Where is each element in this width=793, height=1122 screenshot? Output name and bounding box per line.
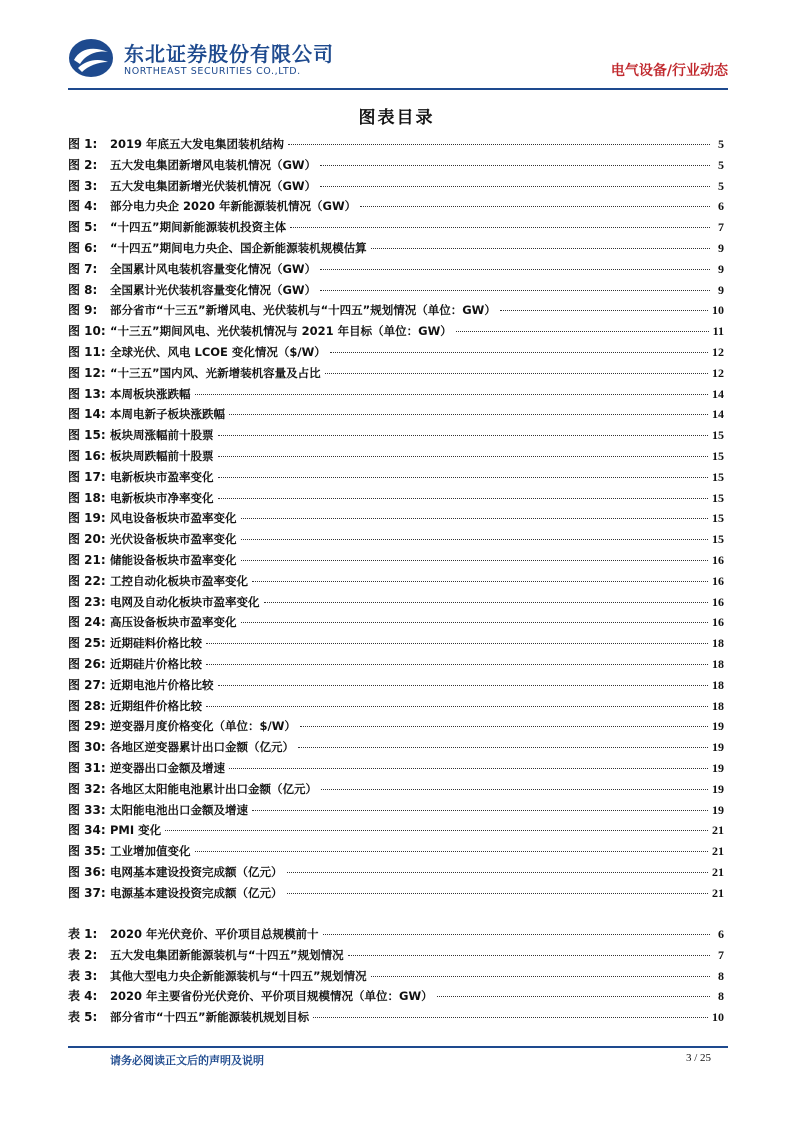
entry-title: 五大发电集团新能源装机与“十四五”规划情况: [110, 947, 344, 962]
dot-leader: [206, 706, 708, 707]
table-entry[interactable]: [68, 925, 724, 946]
figure-entry[interactable]: [68, 780, 724, 801]
entry-page-number: 21: [712, 864, 724, 879]
figure-entry[interactable]: [68, 468, 724, 489]
entry-number: 图 31:: [68, 760, 106, 775]
entry-page-number: 15: [712, 490, 724, 505]
entry-number: 图 3:: [68, 178, 98, 193]
dot-leader: [195, 851, 709, 852]
entry-title: 电新板块市净率变化: [110, 490, 214, 505]
figure-entry[interactable]: [68, 322, 724, 343]
report-type-label: 电气设备/行业动态: [610, 63, 728, 79]
entry-page-number: 12: [712, 344, 724, 359]
entry-number: 图 22:: [68, 573, 106, 588]
entry-page-number: 5: [718, 157, 724, 172]
dot-leader: [360, 206, 710, 207]
figure-entry[interactable]: [68, 863, 724, 884]
entry-title: 近期电池片价格比较: [110, 677, 214, 692]
dot-leader: [313, 1017, 708, 1018]
entry-number: 图 9:: [68, 303, 98, 318]
figure-entry[interactable]: [68, 177, 724, 198]
page-number: 3 / 25: [685, 1052, 711, 1064]
dot-leader: [437, 996, 710, 997]
entry-title: 各地区逆变器累计出口金额（亿元）: [110, 740, 294, 755]
entry-page-number: 6: [718, 927, 724, 941]
dot-leader: [300, 726, 708, 727]
entry-number: 图 20:: [68, 532, 106, 547]
table-list: [68, 925, 724, 1029]
figure-entry[interactable]: [68, 842, 724, 863]
entry-number: 图 23:: [68, 594, 106, 609]
entry-number: 图 19:: [68, 511, 106, 526]
entry-title: 本周板块涨跌幅: [110, 386, 191, 401]
dot-leader: [241, 518, 709, 519]
entry-page-number: 11: [712, 324, 724, 339]
entry-number: 图 27:: [68, 677, 106, 692]
entry-page-number: 16: [712, 615, 724, 630]
entry-page-number: 19: [712, 740, 724, 755]
entry-title: 全球光伏、风电 LCOE 变化情况（$/W）: [110, 344, 326, 359]
figure-entry[interactable]: [68, 759, 724, 780]
page-title: 图表目录: [358, 108, 435, 128]
dot-leader: [500, 310, 708, 311]
entry-page-number: 21: [712, 844, 724, 859]
dot-leader: [252, 810, 708, 811]
entry-title: 电网基本建设投资完成额（亿元）: [110, 864, 283, 879]
dot-leader: [320, 165, 710, 166]
figure-entry[interactable]: [68, 884, 724, 905]
entry-page-number: 19: [712, 781, 724, 796]
entry-title: 部分电力央企 2020 年新能源装机情况（GW）: [110, 199, 357, 214]
table-entry[interactable]: [68, 967, 724, 988]
entry-title: 五大发电集团新增光伏装机情况（GW）: [110, 178, 317, 193]
header-divider: [68, 88, 728, 90]
figure-entry[interactable]: [68, 426, 724, 447]
entry-number: 图 26:: [68, 656, 106, 671]
figure-entry[interactable]: [68, 593, 724, 614]
company-name-cn: 东北证券股份有限公司: [124, 42, 334, 66]
entry-title: 全国累计风电装机容量变化情况（GW）: [110, 261, 317, 276]
entry-page-number: 21: [712, 823, 724, 838]
entry-number: 图 25:: [68, 636, 106, 651]
entry-title: 2020 年光伏竞价、平价项目总规模前十: [110, 927, 319, 941]
entry-number: 图 32:: [68, 781, 106, 796]
entry-page-number: 18: [712, 636, 724, 651]
dot-leader: [218, 435, 709, 436]
entry-page-number: 15: [712, 532, 724, 547]
dot-leader: [229, 768, 708, 769]
entry-page-number: 7: [718, 220, 724, 235]
entry-page-number: 21: [712, 885, 724, 900]
entry-number: 表 5:: [68, 1010, 98, 1025]
figure-entry[interactable]: [68, 821, 724, 842]
entry-page-number: 10: [712, 303, 724, 318]
entry-title: 全国累计光伏装机容量变化情况（GW）: [110, 282, 317, 297]
entry-number: 图 10:: [68, 324, 106, 339]
entry-page-number: 10: [712, 1010, 724, 1025]
entry-page-number: 9: [718, 240, 724, 255]
entry-title: “十三五”国内风、光新增装机容量及占比: [110, 365, 321, 380]
dot-leader: [321, 789, 708, 790]
dot-leader: [264, 602, 709, 603]
entry-title: “十四五”期间电力央企、国企新能源装机规模估算: [110, 240, 367, 255]
entry-page-number: 18: [712, 677, 724, 692]
entry-title: 本周电新子板块涨跌幅: [110, 407, 225, 422]
entry-title: 高压设备板块市盈率变化: [110, 615, 237, 630]
figure-entry[interactable]: [68, 260, 724, 281]
entry-number: 图 18:: [68, 490, 106, 505]
table-entry[interactable]: [68, 1008, 724, 1029]
entry-page-number: 19: [712, 719, 724, 734]
figure-entry[interactable]: [68, 301, 724, 322]
figure-entry[interactable]: [68, 801, 724, 822]
disclaimer-note: 请务必阅读正文后的声明及说明: [110, 1054, 264, 1067]
dot-leader: [218, 477, 709, 478]
entry-title: 各地区太阳能电池累计出口金额（亿元）: [110, 781, 317, 796]
entry-page-number: 14: [712, 407, 724, 422]
dot-leader: [330, 352, 708, 353]
entry-page-number: 14: [712, 386, 724, 401]
entry-page-number: 16: [712, 573, 724, 588]
entry-number: 图 28:: [68, 698, 106, 713]
entry-title: 2020 年主要省份光伏竞价、平价项目规模情况（单位：GW）: [110, 989, 433, 1004]
figure-entry[interactable]: [68, 738, 724, 759]
entry-page-number: 5: [718, 137, 724, 151]
dot-leader: [348, 955, 710, 956]
entry-number: 图 2:: [68, 157, 98, 172]
entry-title: 风电设备板块市盈率变化: [110, 511, 237, 526]
figure-entry[interactable]: [68, 509, 724, 530]
entry-title: 逆变器出口金额及增速: [110, 760, 225, 775]
entry-page-number: 19: [712, 802, 724, 817]
figure-entry[interactable]: [68, 489, 724, 510]
entry-number: 图 4:: [68, 199, 98, 214]
entry-page-number: 15: [712, 428, 724, 443]
entry-title: 其他大型电力央企新能源装机与“十四五”规划情况: [110, 968, 367, 983]
dot-leader: [371, 248, 710, 249]
entry-page-number: 5: [718, 178, 724, 193]
entry-number: 图 11:: [68, 344, 106, 359]
dot-leader: [218, 685, 709, 686]
entry-number: 图 5:: [68, 220, 98, 235]
dot-leader: [241, 622, 709, 623]
dot-leader: [371, 976, 710, 977]
figure-entry[interactable]: [68, 218, 724, 239]
entry-page-number: 8: [718, 989, 724, 1004]
dot-leader: [241, 539, 709, 540]
entry-title: 部分省市“十四五”新能源装机规划目标: [110, 1010, 310, 1025]
figure-entry[interactable]: [68, 447, 724, 468]
entry-title: 近期硅料价格比较: [110, 636, 202, 651]
dot-leader: [287, 872, 709, 873]
entry-number: 图 8:: [68, 282, 98, 297]
dot-leader: [320, 269, 710, 270]
entry-title: 工业增加值变化: [110, 844, 191, 859]
entry-title: 部分省市“十三五”新增风电、光伏装机与“十四五”规划情况（单位：GW）: [110, 303, 496, 318]
entry-page-number: 18: [712, 698, 724, 713]
company-name-en: NORTHEAST SECURITIES CO.,LTD.: [124, 66, 301, 77]
dot-leader: [241, 560, 709, 561]
entry-number: 图 21:: [68, 552, 106, 567]
dot-leader: [165, 830, 708, 831]
entry-page-number: 18: [712, 656, 724, 671]
figure-entry[interactable]: [68, 697, 724, 718]
table-entry[interactable]: [68, 987, 724, 1008]
entry-number: 表 3:: [68, 968, 98, 983]
entry-number: 图 13:: [68, 386, 106, 401]
entry-title: 板块周跌幅前十股票: [110, 448, 214, 463]
figure-entry[interactable]: [68, 364, 724, 385]
entry-title: “十三五”期间风电、光伏装机情况与 2021 年目标（单位：GW）: [110, 324, 452, 339]
figure-entry[interactable]: [68, 655, 724, 676]
dot-leader: [323, 934, 710, 935]
entry-page-number: 15: [712, 469, 724, 484]
entry-number: 图 24:: [68, 615, 106, 630]
figure-entry[interactable]: [68, 551, 724, 572]
entry-page-number: 12: [712, 365, 724, 380]
entry-number: 图 35:: [68, 844, 106, 859]
dot-leader: [290, 227, 710, 228]
entry-title: 工控自动化板块市盈率变化: [110, 573, 248, 588]
entry-number: 图 14:: [68, 407, 106, 422]
entry-page-number: 16: [712, 552, 724, 567]
entry-page-number: 15: [712, 448, 724, 463]
entry-number: 表 2:: [68, 947, 98, 962]
entry-title: 电新板块市盈率变化: [110, 469, 214, 484]
figure-entry[interactable]: [68, 717, 724, 738]
figure-entry[interactable]: [68, 281, 724, 302]
figure-list: [68, 135, 724, 904]
entry-title: 逆变器月度价格变化（单位：$/W）: [110, 719, 296, 734]
entry-title: 板块周涨幅前十股票: [110, 428, 214, 443]
entry-page-number: 8: [718, 968, 724, 983]
entry-number: 图 15:: [68, 428, 106, 443]
dot-leader: [206, 664, 708, 665]
figure-entry[interactable]: [68, 343, 724, 364]
entry-title: PMI 变化: [110, 823, 162, 838]
dot-leader: [206, 643, 708, 644]
page-header: [68, 30, 728, 86]
figure-entry[interactable]: [68, 385, 724, 406]
entry-number: 图 16:: [68, 448, 106, 463]
figure-entry[interactable]: [68, 634, 724, 655]
dot-leader: [218, 498, 709, 499]
entry-title: 2019 年底五大发电集团装机结构: [110, 137, 285, 151]
entry-title: 近期硅片价格比较: [110, 656, 202, 671]
entry-title: 光伏设备板块市盈率变化: [110, 532, 237, 547]
dot-leader: [195, 394, 709, 395]
figure-entry[interactable]: [68, 613, 724, 634]
company-logo-icon: [68, 38, 114, 78]
entry-title: “十四五”期间新能源装机投资主体: [110, 220, 287, 235]
entry-title: 五大发电集团新增风电装机情况（GW）: [110, 157, 317, 172]
dot-leader: [325, 373, 708, 374]
entry-number: 表 1:: [68, 927, 98, 941]
dot-leader: [456, 331, 709, 332]
figure-entry[interactable]: [68, 197, 724, 218]
entry-number: 表 4:: [68, 989, 98, 1004]
figure-entry[interactable]: [68, 405, 724, 426]
dot-leader: [288, 144, 710, 145]
figure-entry[interactable]: [68, 676, 724, 697]
entry-page-number: 19: [712, 760, 724, 775]
entry-title: 电源基本建设投资完成额（亿元）: [110, 885, 283, 900]
entry-title: 近期组件价格比较: [110, 698, 202, 713]
entry-page-number: 16: [712, 594, 724, 609]
entry-page-number: 9: [718, 261, 724, 276]
entry-page-number: 9: [718, 282, 724, 297]
dot-leader: [218, 456, 709, 457]
entry-number: 图 33:: [68, 802, 106, 817]
figure-entry[interactable]: [68, 239, 724, 260]
entry-title: 太阳能电池出口金额及增速: [110, 802, 248, 817]
dot-leader: [252, 581, 708, 582]
entry-page-number: 15: [712, 511, 724, 526]
figure-entry[interactable]: [68, 572, 724, 593]
entry-number: 图 7:: [68, 261, 98, 276]
table-entry[interactable]: [68, 946, 724, 967]
entry-page-number: 7: [718, 947, 724, 962]
entry-number: 图 37:: [68, 885, 106, 900]
entry-number: 图 34:: [68, 823, 106, 838]
dot-leader: [229, 414, 708, 415]
figure-entry[interactable]: [68, 135, 724, 156]
entry-number: 图 29:: [68, 719, 106, 734]
dot-leader: [320, 186, 710, 187]
entry-title: 电网及自动化板块市盈率变化: [110, 594, 260, 609]
entry-number: 图 1:: [68, 137, 98, 151]
entry-page-number: 6: [718, 199, 724, 214]
entry-title: 储能设备板块市盈率变化: [110, 552, 237, 567]
figure-entry[interactable]: [68, 530, 724, 551]
dot-leader: [320, 290, 710, 291]
entry-number: 图 6:: [68, 240, 98, 255]
entry-number: 图 17:: [68, 469, 106, 484]
entry-number: 图 30:: [68, 740, 106, 755]
entry-number: 图 36:: [68, 864, 106, 879]
dot-leader: [287, 893, 709, 894]
entry-number: 图 12:: [68, 365, 106, 380]
footer-divider: [68, 1046, 728, 1048]
figure-entry[interactable]: [68, 156, 724, 177]
dot-leader: [298, 747, 708, 748]
